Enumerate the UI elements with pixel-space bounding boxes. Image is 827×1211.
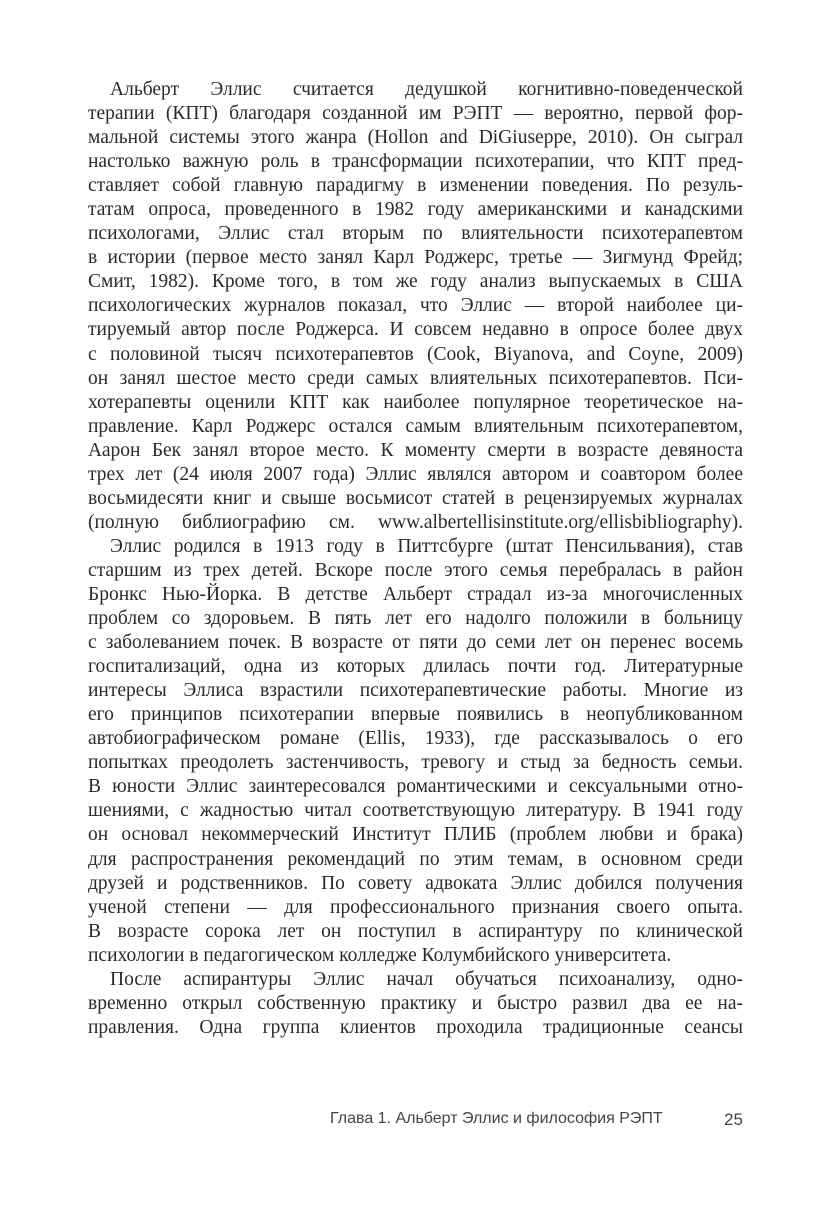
text-line: для распространения рекомендаций по этим темам, в основном среди (88, 848, 743, 870)
text-line: ставляет собой главную парадигму в изменении поведения. По резуль- (88, 175, 743, 197)
text-line: его принципов психотерапии впервые появились в неопубликованном (88, 704, 743, 726)
page-number: 25 (724, 1110, 743, 1129)
text-line: с заболеванием почек. В возрасте от пяти до семи лет он перенес восемь (88, 632, 743, 654)
text-line: старшим из трех детей. Вскоре после этого семья перебралась в район (88, 559, 743, 581)
text-line: с половиной тысяч психотерапевтов (Cook, Biyanova, and Coyne, 2009) (88, 343, 743, 365)
text-line: Аарон Бек занял второе место. К моменту смерти в возрасте девяноста (88, 439, 743, 461)
text-line: психологии в педагогическом колледже Колумбийского университета. (88, 944, 672, 966)
text-line: восьмидесяти книг и свыше восьмисот статей в рецензируемых журналах (88, 487, 743, 509)
text-line: тируемый автор после Роджерса. И совсем недавно в опросе более двух (88, 319, 743, 341)
text-line: (полную библиографию см. www.albertellisinstitute.org/ellisbibliography). (88, 511, 743, 533)
text-line: интересы Эллиса взрастили психотерапевтические работы. Многие из (88, 680, 743, 702)
paragraph (88, 535, 743, 968)
text-line: Смит, 1982). Кроме того, в том же году анализ выпускаемых в США (88, 271, 743, 293)
text-line: В возрасте сорока лет он поступил в аспирантуру по клинической (88, 920, 743, 942)
text-line: мальной системы этого жанра (Hollon and DiGiuseppe, 2010). Он сыграл (88, 127, 743, 149)
text-line: хотерапевты оценили КПТ как наиболее популярное теоретическое на- (88, 391, 743, 413)
paragraph (88, 78, 743, 535)
text-line: психологических журналов показал, что Эллис — второй наиболее ци- (88, 295, 743, 317)
text-line: В юности Эллис заинтересовался романтическими и сексуальными отно- (88, 776, 743, 798)
text-line: психологами, Эллис стал вторым по влиятельности психотерапевтом (88, 223, 743, 245)
body-text (88, 78, 743, 1040)
running-footer-chapter: Глава 1. Альберт Эллис и философия РЭПТ (330, 1110, 663, 1127)
text-line: Эллис родился в 1913 году в Питтсбурге (штат Пенсильвания), став (110, 535, 743, 557)
text-line: попытках преодолеть застенчивость, тревогу и стыд за бедность семьи. (88, 752, 743, 774)
text-line: он занял шестое место среди самых влиятельных психотерапевтов. Пси- (88, 367, 743, 389)
text-line: шениями, с жадностью читал соответствующую литературу. В 1941 году (88, 800, 743, 822)
text-line: временно открыл собственную практику и быстро развил два ее на- (88, 992, 743, 1014)
text-line: Бронкс Нью-Йорка. В детстве Альберт страдал из-за многочисленных (88, 583, 743, 605)
text-line: проблем со здоровьем. В пять лет его надолго положили в больницу (88, 608, 743, 630)
text-line: После аспирантуры Эллис начал обучаться психоанализу, одно- (110, 968, 743, 990)
text-line: он основал некоммерческий Институт ПЛИБ (проблем любви и брака) (88, 824, 743, 846)
text-line: терапии (КПТ) благодаря созданной им РЭПТ — вероятно, первой фор- (88, 103, 743, 125)
text-line: правление. Карл Роджерс остался самым влиятельным психотерапевтом, (88, 415, 743, 437)
text-line: ученой степени — для профессионального признания своего опыта. (88, 896, 743, 918)
text-line: настолько важную роль в трансформации психотерапии, что КПТ пред- (88, 151, 743, 173)
text-line: правления. Одна группа клиентов проходила традиционные сеансы (88, 1016, 743, 1038)
text-line: в истории (первое место занял Карл Роджерс, третье — Зигмунд Фрейд; (88, 247, 743, 269)
text-line: друзей и родственников. По совету адвоката Эллис добился получения (88, 872, 743, 894)
paragraph (88, 968, 743, 1040)
text-line: Альберт Эллис считается дедушкой когнитивно-поведенческой (110, 79, 743, 100)
text-line: автобиографическом романе (Ellis, 1933), где рассказывалось о его (88, 728, 743, 750)
text-line: трех лет (24 июля 2007 года) Эллис являлся автором и соавтором более (88, 463, 743, 485)
text-line: татам опроса, проведенного в 1982 году американскими и канадскими (88, 199, 743, 221)
text-line: госпитализаций, одна из которых длилась почти год. Литературные (88, 656, 743, 678)
